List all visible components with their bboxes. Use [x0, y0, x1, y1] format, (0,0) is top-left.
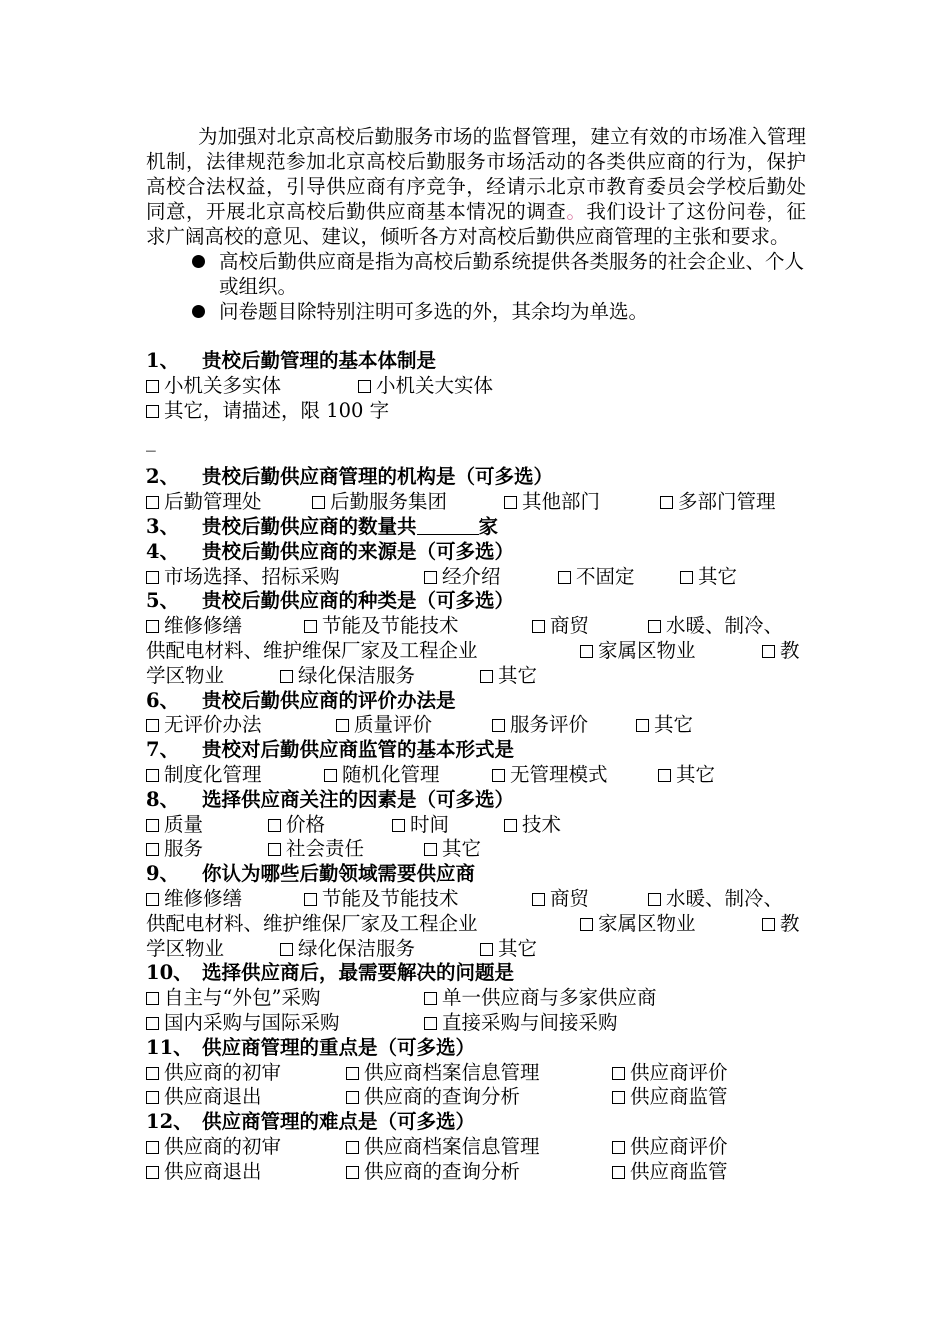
intro-paragraph: 为加强对北京高校后勤服务市场的监督管理，建立有效的市场准入管理机制，法律规范参加北京高校后勤服务市场活动的各类供应商的行为，保护高校合法权益，引导供应商有序竞争，经请示北京市教育委员会学校后勤处同意，开展北京高校后勤供应商基本情况的调查。我们设计了这份问卷，征求广阔高校的意见、建议，倾听各方对高校后勤供应商管理的主张和要求。	[146, 125, 806, 248]
checkbox-icon[interactable]	[146, 1141, 159, 1154]
q12-option[interactable]: 供应商档案信息管理	[346, 1135, 612, 1160]
checkbox-icon[interactable]	[146, 893, 159, 906]
question-11-options	[146, 1061, 806, 1086]
question-10-title: 10、 选择供应商后，最需要解决的问题是	[146, 961, 515, 985]
q1-answer-line[interactable]: _	[146, 429, 156, 453]
q11-option[interactable]: 供应商退出	[146, 1085, 346, 1110]
question-9-options-3: 学区物业 绿化保洁服务 其它	[146, 936, 538, 960]
checkbox-icon[interactable]	[636, 719, 649, 732]
q9-option[interactable]: 其它	[480, 937, 537, 962]
q9-option[interactable]: 水暖、制冷、	[648, 887, 783, 912]
checkbox-icon[interactable]	[146, 1017, 159, 1030]
q7-option[interactable]: 随机化管理	[324, 763, 492, 788]
checkbox-icon[interactable]	[532, 620, 545, 633]
q1-other-option[interactable]: 其它，请描述，限 100 字	[146, 399, 806, 424]
q10-option[interactable]: 自主与“外包”采购	[146, 986, 424, 1011]
checkbox-icon[interactable]	[146, 380, 159, 393]
checkbox-icon[interactable]	[304, 620, 317, 633]
q1-answer-line[interactable]: _	[146, 447, 156, 471]
question-12-options	[146, 1135, 806, 1160]
q5-option[interactable]: 其它	[480, 664, 537, 689]
checkbox-icon[interactable]	[324, 769, 337, 782]
checkbox-icon[interactable]	[146, 620, 159, 633]
q8-option[interactable]: 质量	[146, 813, 268, 838]
checkbox-icon[interactable]	[146, 992, 159, 1005]
checkbox-icon[interactable]	[424, 571, 437, 584]
checkbox-icon[interactable]	[146, 719, 159, 732]
q7-option[interactable]: 无管理模式	[492, 763, 658, 788]
q12-option[interactable]: 供应商退出	[146, 1160, 346, 1185]
q8-option[interactable]: 其它	[424, 837, 481, 862]
checkbox-icon[interactable]	[580, 918, 593, 931]
question-4-title: 4、 贵校后勤供应商的来源是（可多选）	[146, 539, 515, 563]
q5-option[interactable]: 绿化保洁服务	[280, 664, 480, 689]
bullet-item: 问卷题目除特别注明可多选的外，其余均为单选。	[146, 299, 806, 324]
checkbox-icon[interactable]	[146, 843, 159, 856]
question-11-title: 11、 供应商管理的重点是（可多选）	[146, 1035, 476, 1059]
checkbox-icon[interactable]	[392, 819, 405, 832]
checkbox-icon[interactable]	[762, 918, 775, 931]
question-12-title: 12、 供应商管理的难点是（可多选）	[146, 1110, 476, 1134]
checkbox-icon[interactable]	[280, 670, 293, 683]
checkbox-icon[interactable]	[762, 645, 775, 658]
q12-option[interactable]: 供应商监管	[612, 1160, 728, 1185]
question-7-title: 7、 贵校对后勤供应商监管的基本形式是	[146, 738, 515, 762]
q5-option[interactable]: 商贸	[532, 614, 648, 639]
q5-option[interactable]: 家属区物业	[580, 639, 762, 664]
q6-option[interactable]: 无评价办法	[146, 713, 336, 738]
q2-option[interactable]: 其他部门	[504, 490, 660, 515]
q12-option[interactable]: 供应商的查询分析	[346, 1160, 612, 1185]
q4-option[interactable]: 其它	[680, 565, 737, 590]
q5-option[interactable]: 教	[762, 639, 800, 664]
checkbox-icon[interactable]	[346, 1091, 359, 1104]
question-7-options	[146, 763, 806, 788]
q2-option[interactable]: 后勤管理处	[146, 490, 312, 515]
checkbox-icon[interactable]	[146, 1091, 159, 1104]
question-9-options	[146, 887, 806, 912]
checkbox-icon[interactable]	[358, 380, 371, 393]
question-5-options-2: 供配电材料、维护维保厂家及工程企业 家属区物业 教	[146, 638, 800, 662]
q11-option[interactable]: 供应商的初审	[146, 1061, 346, 1086]
q8-option[interactable]: 时间	[392, 813, 504, 838]
q11-option[interactable]: 供应商监管	[612, 1085, 728, 1110]
q10-option[interactable]: 直接采购与间接采购	[424, 1011, 618, 1036]
checkbox-icon[interactable]	[346, 1141, 359, 1154]
q8-option[interactable]: 价格	[268, 813, 392, 838]
q10-option[interactable]: 单一供应商与多家供应商	[424, 986, 657, 1011]
questionnaire-page	[146, 124, 806, 1185]
checkbox-icon[interactable]	[146, 819, 159, 832]
q11-option[interactable]: 供应商的查询分析	[346, 1085, 612, 1110]
checkbox-icon[interactable]	[146, 405, 159, 418]
checkbox-icon[interactable]	[504, 496, 517, 509]
checkbox-icon[interactable]	[658, 769, 671, 782]
checkbox-icon[interactable]	[648, 893, 661, 906]
q8-option[interactable]: 服务	[146, 837, 268, 862]
question-8-title: 8、 选择供应商关注的因素是（可多选）	[146, 787, 515, 811]
checkbox-icon[interactable]	[660, 496, 673, 509]
checkbox-icon[interactable]	[558, 571, 571, 584]
q4-option[interactable]: 经介绍	[424, 565, 558, 590]
question-11-options-2	[146, 1085, 806, 1110]
question-1-title: 1、 贵校后勤管理的基本体制是	[146, 349, 437, 372]
question-10-options	[146, 986, 806, 1011]
q6-option[interactable]: 其它	[636, 713, 693, 738]
checkbox-icon[interactable]	[424, 1017, 437, 1030]
checkbox-icon[interactable]	[424, 992, 437, 1005]
q10-option[interactable]: 国内采购与国际采购	[146, 1011, 424, 1036]
checkbox-icon[interactable]	[612, 1166, 625, 1179]
checkbox-icon[interactable]	[580, 645, 593, 658]
checkbox-icon[interactable]	[612, 1091, 625, 1104]
question-2-title: 2、 贵校后勤供应商管理的机构是（可多选）	[146, 465, 554, 489]
question-8-options	[146, 813, 806, 838]
bullet-dot-icon	[192, 305, 205, 318]
checkbox-icon[interactable]	[492, 769, 505, 782]
checkbox-icon[interactable]	[492, 719, 505, 732]
question-10-options-2	[146, 1011, 806, 1036]
q8-option[interactable]: 技术	[504, 813, 561, 838]
checkbox-icon[interactable]	[612, 1141, 625, 1154]
checkbox-icon[interactable]	[146, 496, 159, 509]
checkbox-icon[interactable]	[336, 719, 349, 732]
q5-option[interactable]: 维修修缮	[146, 614, 304, 639]
checkbox-icon[interactable]	[146, 1166, 159, 1179]
q5-option[interactable]: 节能及节能技术	[304, 614, 532, 639]
q4-option[interactable]: 不固定	[558, 565, 680, 590]
question-5-options-3: 学区物业 绿化保洁服务 其它	[146, 663, 538, 687]
checkbox-icon[interactable]	[146, 571, 159, 584]
q11-option[interactable]: 供应商档案信息管理	[346, 1061, 612, 1086]
q9-option[interactable]: 节能及节能技术	[304, 887, 532, 912]
checkbox-icon[interactable]	[346, 1166, 359, 1179]
checkbox-icon[interactable]	[268, 843, 281, 856]
question-3-title: 3、 贵校后勤供应商的数量共 家	[146, 514, 499, 538]
q9-option[interactable]: 教	[762, 912, 800, 937]
checkbox-icon[interactable]	[480, 670, 493, 683]
q2-option[interactable]: 后勤服务集团	[312, 490, 504, 515]
q9-option[interactable]: 家属区物业	[580, 912, 762, 937]
question-5-options	[146, 614, 806, 639]
q12-option[interactable]: 供应商评价	[612, 1135, 728, 1160]
q5-option[interactable]: 水暖、制冷、	[648, 614, 783, 639]
checkbox-icon[interactable]	[304, 893, 317, 906]
q9-option[interactable]: 维修修缮	[146, 887, 304, 912]
checkbox-icon[interactable]	[532, 893, 545, 906]
q4-option[interactable]: 市场选择、招标采购	[146, 565, 424, 590]
question-6-options	[146, 713, 806, 738]
bullet-dot-icon	[192, 255, 205, 268]
checkbox-icon[interactable]	[680, 571, 693, 584]
q8-option[interactable]: 社会责任	[268, 837, 424, 862]
q9-option[interactable]: 商贸	[532, 887, 648, 912]
question-2-options	[146, 490, 806, 515]
q1-option[interactable]: 小机关多实体	[146, 374, 358, 399]
q3-blank-input[interactable]	[417, 516, 479, 535]
q6-option[interactable]: 质量评价	[336, 713, 492, 738]
q7-option[interactable]: 其它	[658, 763, 715, 788]
q6-option[interactable]: 服务评价	[492, 713, 636, 738]
checkbox-icon[interactable]	[480, 943, 493, 956]
checkbox-icon[interactable]	[312, 496, 325, 509]
intro-period: 。	[566, 200, 587, 223]
q7-option[interactable]: 制度化管理	[146, 763, 324, 788]
checkbox-icon[interactable]	[648, 620, 661, 633]
question-9-title: 9、 你认为哪些后勤领域需要供应商	[146, 862, 476, 886]
checkbox-icon[interactable]	[424, 843, 437, 856]
checkbox-icon[interactable]	[504, 819, 517, 832]
checkbox-icon[interactable]	[612, 1067, 625, 1080]
checkbox-icon[interactable]	[268, 819, 281, 832]
question-6-title: 6、 贵校后勤供应商的评价办法是	[146, 688, 456, 712]
question-9-options-2: 供配电材料、维护维保厂家及工程企业 家属区物业 教	[146, 911, 800, 935]
q12-option[interactable]: 供应商的初审	[146, 1135, 346, 1160]
checkbox-icon[interactable]	[346, 1067, 359, 1080]
q1-option[interactable]: 小机关大实体	[358, 374, 493, 399]
question-12-options-2	[146, 1160, 806, 1185]
question-8-options-2	[146, 837, 806, 862]
q9-option[interactable]: 绿化保洁服务	[280, 937, 480, 962]
question-4-options	[146, 565, 806, 590]
q2-option[interactable]: 多部门管理	[660, 490, 776, 515]
question-5-title: 5、 贵校后勤供应商的种类是（可多选）	[146, 589, 515, 613]
checkbox-icon[interactable]	[146, 769, 159, 782]
checkbox-icon[interactable]	[280, 943, 293, 956]
bullet-item: 高校后勤供应商是指为高校后勤系统提供各类服务的社会企业、个人或组织。	[146, 249, 806, 299]
q11-option[interactable]: 供应商评价	[612, 1061, 728, 1086]
checkbox-icon[interactable]	[146, 1067, 159, 1080]
intro-bullets	[146, 249, 806, 324]
question-1-options	[146, 374, 806, 399]
